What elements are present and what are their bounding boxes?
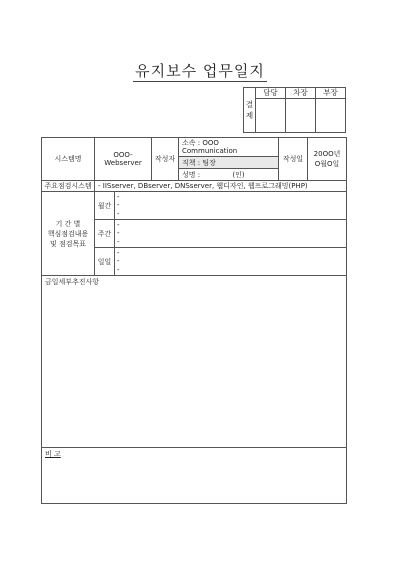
- affiliation-field[interactable]: 소속 : OOO Communication: [179, 138, 279, 157]
- approval-col-manager: 부장: [316, 88, 346, 99]
- check-system-value[interactable]: - IISserver, DBserver, DNSserver, 웹디자인, 웹프로그래밍(PHP): [95, 181, 347, 192]
- page-title: [0, 60, 400, 81]
- goals-label: [42, 192, 95, 276]
- list-item: -: [117, 265, 120, 274]
- period-daily: 일일: [95, 248, 115, 276]
- approval-col-deputy: 차장: [286, 88, 316, 99]
- position-field[interactable]: 직책 : 팀장: [179, 157, 279, 169]
- approval-sign-manager[interactable]: [316, 99, 346, 133]
- approval-table: [243, 87, 346, 133]
- approval-label-line1: 결: [245, 99, 254, 109]
- monthly-goals[interactable]: [115, 192, 347, 220]
- progress-label: 금일세부추진사항: [45, 278, 100, 287]
- system-name-label: 시스템명: [42, 138, 95, 181]
- seal-mark: (인): [232, 170, 245, 179]
- weekly-goals[interactable]: [115, 220, 347, 248]
- date-monthday: O월O일: [314, 160, 340, 169]
- writer-label: 작성자: [152, 138, 179, 181]
- approval-col-staff: 담당: [256, 88, 286, 99]
- approval-sign-deputy[interactable]: [286, 99, 316, 133]
- approval-label-line2: 제: [245, 111, 254, 120]
- list-item: -: [117, 229, 120, 238]
- date-value[interactable]: [308, 138, 347, 181]
- approval-side-label: [244, 88, 256, 133]
- name-field[interactable]: [179, 169, 279, 181]
- list-item: -: [117, 248, 120, 257]
- daily-goals[interactable]: [115, 248, 347, 276]
- list-item: -: [117, 237, 120, 246]
- progress-section[interactable]: [42, 276, 347, 448]
- list-item: -: [117, 257, 120, 266]
- period-weekly: 주간: [95, 220, 115, 248]
- list-item: -: [117, 192, 120, 201]
- list-item: -: [117, 201, 120, 210]
- goals-label-line3: 및 점검목표: [49, 239, 87, 248]
- list-item: -: [117, 220, 120, 229]
- list-item: -: [117, 209, 120, 218]
- date-year: 20OO년: [313, 150, 341, 158]
- log-table: [41, 137, 347, 504]
- goals-label-line1: 기 간 별: [55, 219, 81, 228]
- approval-sign-staff[interactable]: [256, 99, 286, 133]
- name-label: 성명 :: [182, 170, 201, 179]
- goals-label-line2: 핵심점검내용: [47, 229, 89, 238]
- period-monthly: 월간: [95, 192, 115, 220]
- remarks-label: 비 고: [45, 450, 61, 459]
- date-label: 작성일: [279, 138, 308, 181]
- system-name-value[interactable]: OOO-Webserver: [95, 138, 152, 181]
- remarks-section[interactable]: [42, 448, 347, 504]
- check-system-label: 주요점검시스템: [42, 181, 95, 192]
- title-text: 유지보수 업무일지: [135, 62, 265, 80]
